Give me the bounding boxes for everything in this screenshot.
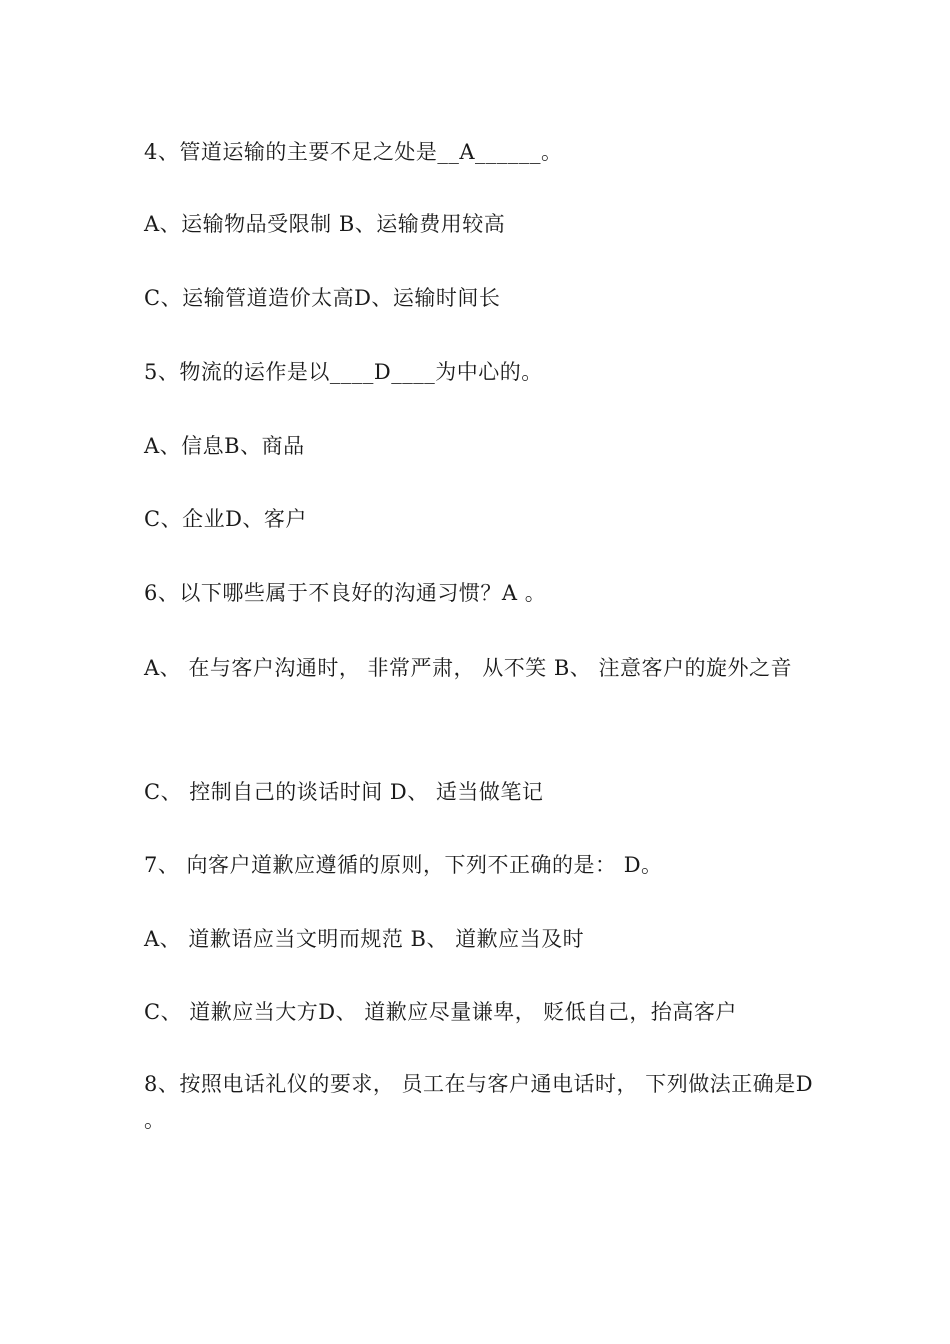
question-6-options-ab: A、 在与客户沟通时， 非常严肃， 从不笑 B、 注意客户的旋外之音	[144, 656, 792, 680]
question-4-options-ab: A、运输物品受限制 B、运输费用较高	[144, 212, 506, 236]
question-4-stem: 4、管道运输的主要不足之处是__A______。	[144, 140, 563, 164]
question-7-options-ab: A、 道歉语应当文明而规范 B、 道歉应当及时	[144, 927, 585, 951]
question-8-stem: 8、按照电话礼仪的要求， 员工在与客户通电话时， 下列做法正确是D 。	[144, 1072, 821, 1132]
question-5-stem: 5、物流的运作是以____D____为中心的。	[144, 360, 543, 384]
question-4-options-cd: C、运输管道造价太高D、运输时间长	[144, 286, 501, 310]
question-6-options-cd: C、 控制自己的谈话时间 D、 适当做笔记	[144, 780, 544, 804]
question-7-stem: 7、 向客户道歉应遵循的原则，下列不正确的是： D。	[144, 853, 663, 877]
question-5-options-cd: C、企业D、客户	[144, 507, 307, 531]
question-5-options-ab: A、信息B、商品	[144, 434, 305, 458]
question-7-options-cd: C、 道歉应当大方D、 道歉应尽量谦卑， 贬低自己，抬高客户	[144, 1000, 737, 1024]
question-6-stem: 6、以下哪些属于不良好的沟通习惯？A 。	[144, 581, 547, 605]
